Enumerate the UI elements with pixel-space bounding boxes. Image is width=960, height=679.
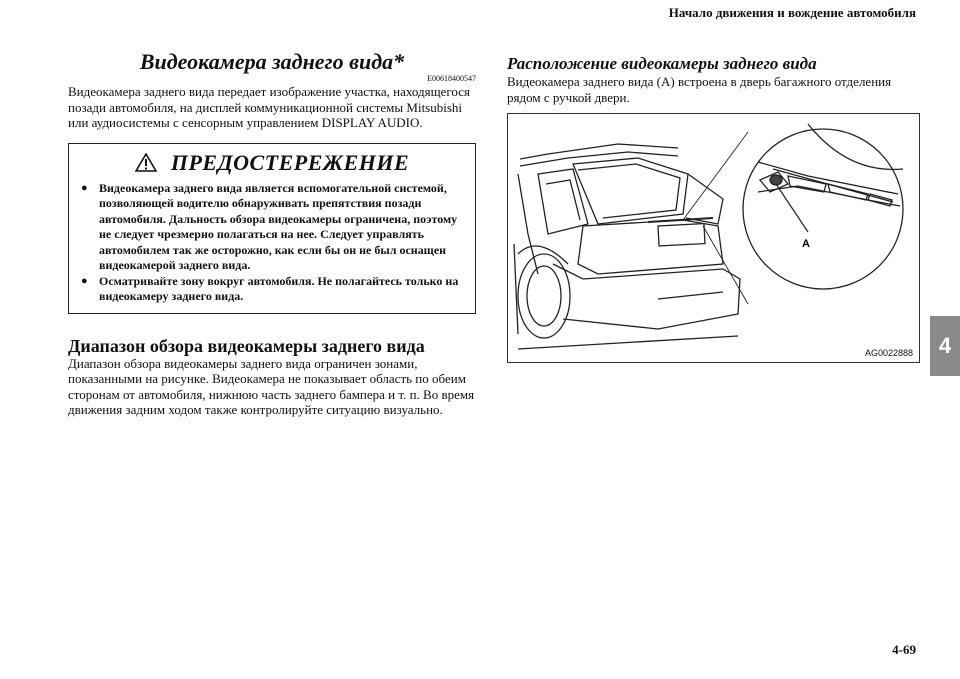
warning-item [77,181,467,274]
left-column [68,48,476,418]
section-title: Видеокамера заднего вида* [139,49,405,74]
figure-code: AG0022888 [864,348,913,358]
chapter-tab: 4 [930,316,960,376]
location-paragraph: Видеокамера заднего вида (A) встроена в дверь багажного отделения рядом с ручкой двери. [507,74,892,105]
bullet-icon: ● [81,274,88,287]
bullet-icon: ● [81,181,88,194]
page-number: 4-69 [892,642,916,657]
warning-box [68,143,476,314]
warning-item [77,274,467,305]
warning-item-text: Осматривайте зону вокруг автомобиля. Не полагайтесь только на видеокамеру заднего вида. [99,273,459,303]
camera-location-figure [507,113,920,363]
warning-header [77,150,467,176]
camera-callout-label: A [802,238,810,250]
range-heading: Диапазон обзора видеокамеры заднего вида [68,335,425,356]
location-heading: Расположение видеокамеры заднего вида [507,54,817,73]
warning-item-text: Видеокамера заднего вида является вспомогательной системой, позволяющей водителю обнаруживать препятствия позади автомобиля. Дальность обзора видеокамеры ограничена, поэтому не следует чрезмерно полагаться на нее. Следует управлять автомобилем так же осторожно, как если бы он не был оснащен видеокамерой заднего вида. [99,180,458,272]
warning-triangle-icon [135,153,157,172]
intro-paragraph: Видеокамера заднего вида передает изображение участка, находящегося позади автомобиля, на дисплей коммуникационной системы Mitsubishi или аудиосистемы с сенсорным управлением DISPLAY AUDIO. [68,84,470,130]
section-code: E00618400547 [427,74,476,83]
range-paragraph: Диапазон обзора видеокамеры заднего вида ограничен зонами, показанными на рисунке. Видеокамера не показывает область по обеим сторонам от автомобиля, нижнюю часть заднего бампера и т. п. Во время движения задним ходом также контролируйте ситуацию визуально. [68,355,475,417]
rear-car-illustration [508,114,920,363]
warning-title: ПРЕДОСТЕРЕЖЕНИЕ [170,149,410,175]
running-head: Начало движения и вождение автомобиля [668,5,916,20]
right-column [507,54,920,105]
